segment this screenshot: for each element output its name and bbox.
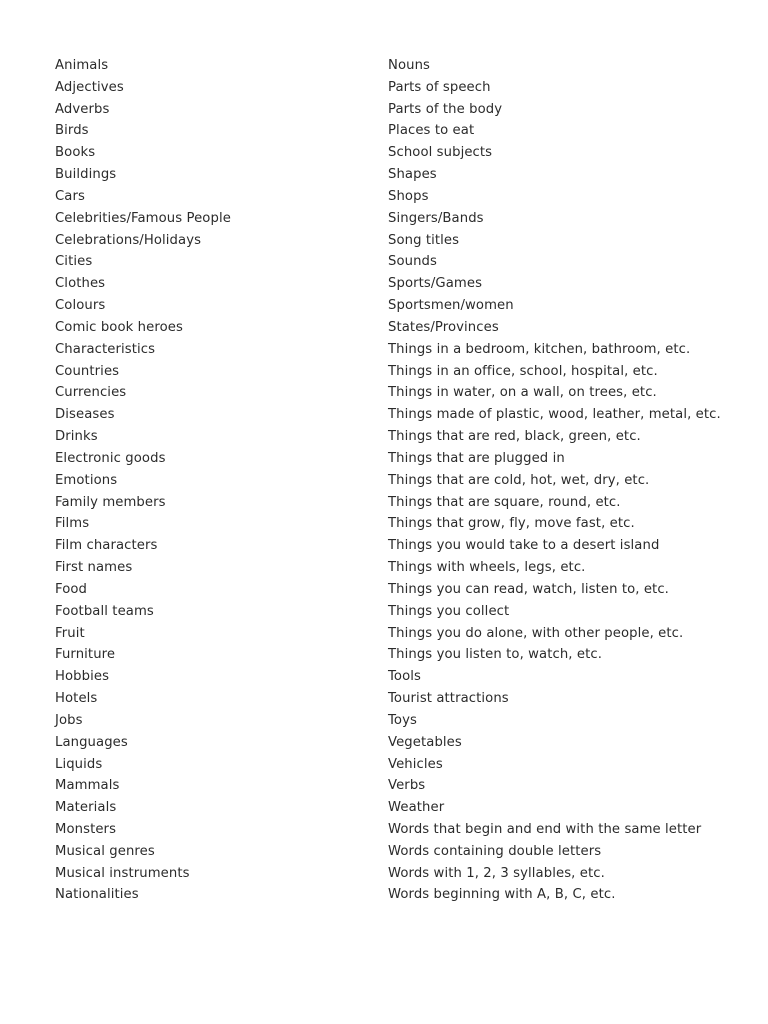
- category-item: Musical instruments: [55, 865, 190, 881]
- category-item: Sports/Games: [388, 276, 483, 292]
- category-item: Sounds: [388, 254, 437, 270]
- category-item: Cars: [55, 188, 85, 204]
- category-item: Fruit: [55, 625, 85, 641]
- category-item: Things that grow, fly, move fast, etc.: [388, 516, 635, 532]
- category-item: Furniture: [55, 647, 116, 663]
- category-item: Celebrations/Holidays: [55, 232, 202, 248]
- category-item: Countries: [55, 363, 120, 379]
- category-item: Words containing double letters: [388, 843, 602, 859]
- category-item: Celebrities/Famous People: [55, 210, 231, 226]
- category-item: Currencies: [55, 385, 127, 401]
- category-item: Song titles: [388, 232, 460, 248]
- category-item: Films: [55, 516, 90, 532]
- category-item: Mammals: [55, 778, 120, 794]
- category-item: Toys: [388, 712, 417, 728]
- category-item: Words that begin and end with the same letter: [388, 821, 702, 837]
- category-item: Things made of plastic, wood, leather, metal, etc.: [388, 407, 721, 423]
- category-item: Sportsmen/women: [388, 298, 514, 314]
- category-item: Comic book heroes: [55, 319, 183, 335]
- category-list-left: [55, 55, 375, 906]
- category-item: Things in a bedroom, kitchen, bathroom, etc.: [388, 341, 691, 357]
- category-item: Things you do alone, with other people, etc.: [388, 625, 684, 641]
- category-item: Animals: [55, 58, 109, 73]
- category-item: Birds: [55, 123, 89, 139]
- category-item: Shapes: [388, 167, 437, 183]
- category-item: Cities: [55, 254, 93, 270]
- category-item: Things you collect: [388, 603, 510, 619]
- category-item: States/Provinces: [388, 319, 499, 335]
- category-item: Vegetables: [388, 734, 462, 750]
- category-item: Verbs: [388, 778, 426, 794]
- category-item: Things you can read, watch, listen to, etc.: [388, 581, 669, 597]
- category-item: Tourist attractions: [388, 691, 509, 707]
- category-item: Things that are red, black, green, etc.: [388, 429, 641, 445]
- category-item: Monsters: [55, 821, 117, 837]
- category-item: Clothes: [55, 276, 106, 292]
- category-item: Things with wheels, legs, etc.: [388, 560, 586, 576]
- category-item: Singers/Bands: [388, 210, 484, 226]
- category-item: Things you listen to, watch, etc.: [388, 647, 603, 663]
- category-item: Adjectives: [55, 79, 124, 95]
- category-item: Parts of speech: [388, 79, 491, 95]
- category-list-right: [388, 55, 758, 906]
- category-item: Football teams: [55, 603, 154, 619]
- category-item: Things that are plugged in: [388, 450, 565, 466]
- category-item: Words beginning with A, B, C, etc.: [388, 887, 616, 903]
- category-item: First names: [55, 560, 133, 576]
- category-item: Nationalities: [55, 887, 139, 903]
- category-item: Hobbies: [55, 669, 110, 685]
- category-item: Colours: [55, 298, 106, 314]
- category-item: Things in an office, school, hospital, etc.: [388, 363, 658, 379]
- category-item: Places to eat: [388, 123, 475, 139]
- category-item: Materials: [55, 800, 117, 816]
- category-item: Shops: [388, 188, 429, 204]
- category-item: Electronic goods: [55, 450, 166, 466]
- category-item: Things that are square, round, etc.: [388, 494, 621, 510]
- category-item: Things you would take to a desert island: [388, 538, 660, 554]
- category-item: Food: [55, 581, 88, 597]
- category-item: Languages: [55, 734, 128, 750]
- category-item: Parts of the body: [388, 101, 503, 117]
- category-item: Adverbs: [55, 101, 110, 117]
- category-item: Weather: [388, 800, 445, 816]
- category-item: Film characters: [55, 538, 158, 554]
- category-item: Family members: [55, 494, 166, 510]
- category-item: Musical genres: [55, 843, 155, 859]
- category-item: Drinks: [55, 429, 98, 445]
- category-item: Hotels: [55, 691, 98, 707]
- category-item: Diseases: [55, 407, 115, 423]
- category-item: Tools: [388, 669, 421, 685]
- category-item: Words with 1, 2, 3 syllables, etc.: [388, 865, 605, 881]
- category-item: Things in water, on a wall, on trees, etc.: [388, 385, 657, 401]
- category-item: Jobs: [55, 712, 83, 728]
- category-item: Characteristics: [55, 341, 156, 357]
- category-item: Liquids: [55, 756, 103, 772]
- category-item: Nouns: [388, 58, 431, 73]
- category-item: Buildings: [55, 167, 117, 183]
- category-item: Vehicles: [388, 756, 443, 772]
- category-item: School subjects: [388, 145, 493, 161]
- category-item: Things that are cold, hot, wet, dry, etc.: [388, 472, 650, 488]
- category-item: Books: [55, 145, 96, 161]
- category-item: Emotions: [55, 472, 118, 488]
